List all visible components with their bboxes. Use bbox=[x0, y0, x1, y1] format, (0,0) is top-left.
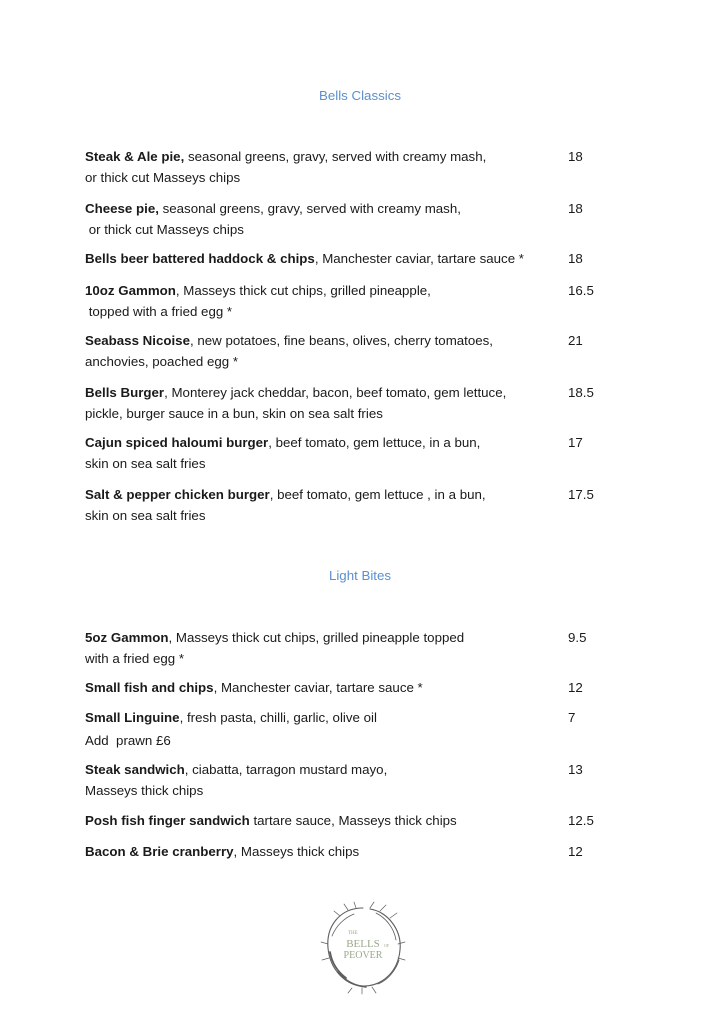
logo-text-peover: PEOVER bbox=[343, 950, 383, 961]
item-description: , Masseys thick cut chips, grilled pineapple, bbox=[175, 283, 431, 298]
item-description: or thick cut Masseys chips bbox=[85, 169, 241, 185]
logo-text-of: OF bbox=[384, 943, 390, 948]
item-description: skin on sea salt fries bbox=[85, 455, 206, 471]
item-price: 13 bbox=[568, 762, 583, 777]
item-name: Posh fish finger sandwich bbox=[85, 813, 250, 828]
item-name: 10oz Gammon bbox=[85, 283, 176, 298]
item-name: Small fish and chips bbox=[85, 680, 214, 695]
item-description: , new potatoes, fine beans, olives, cherry tomatoes, bbox=[189, 333, 494, 348]
section-title-bells-classics: Bells Classics bbox=[318, 88, 401, 103]
item-name: Bacon & Brie cranberry bbox=[85, 844, 234, 859]
item-price: 9.5 bbox=[568, 630, 587, 645]
item-description: , Masseys thick cut chips, grilled pineapple topped bbox=[168, 630, 465, 645]
item-price: 17.5 bbox=[568, 487, 594, 502]
logo-text-bells: BELLS bbox=[346, 938, 380, 950]
section-title-light-bites: Light Bites bbox=[328, 568, 392, 583]
item-description: , beef tomato, gem lettuce , in a bun, bbox=[269, 487, 486, 502]
bells-of-peover-logo bbox=[318, 900, 408, 995]
item-name: Steak & Ale pie, bbox=[85, 149, 185, 164]
item-name: 5oz Gammon bbox=[85, 630, 169, 645]
item-name: Salt & pepper chicken burger bbox=[85, 487, 270, 502]
item-name: Cajun spiced haloumi burger bbox=[85, 435, 269, 450]
item-price: 12.5 bbox=[568, 813, 594, 828]
item-description: , Monterey jack cheddar, bacon, beef tomato, gem lettuce, bbox=[164, 385, 507, 400]
item-name: Bells Burger bbox=[85, 385, 165, 400]
item-price: 12 bbox=[568, 680, 583, 695]
item-description: , ciabatta, tarragon mustard mayo, bbox=[184, 762, 388, 777]
item-description: , fresh pasta, chilli, garlic, olive oil bbox=[179, 710, 377, 725]
item-price: 17 bbox=[568, 435, 583, 450]
logo-text-the: THE bbox=[348, 931, 358, 936]
item-price: 18 bbox=[568, 201, 583, 216]
item-description: tartare sauce, Masseys thick chips bbox=[249, 813, 457, 828]
item-description: , beef tomato, gem lettuce, in a bun, bbox=[268, 435, 481, 450]
item-description: seasonal greens, gravy, served with creamy mash, bbox=[184, 149, 487, 164]
item-addon: Add prawn £6 bbox=[85, 732, 171, 748]
item-name: Steak sandwich bbox=[85, 762, 185, 777]
item-description: anchovies, poached egg * bbox=[85, 353, 239, 369]
item-name: Cheese pie, bbox=[85, 201, 159, 216]
item-name: Bells beer battered haddock & chips bbox=[85, 251, 315, 266]
item-price: 12 bbox=[568, 844, 583, 859]
item-description: topped with a fried egg * bbox=[85, 303, 233, 319]
item-price: 18.5 bbox=[568, 385, 594, 400]
item-name: Small Linguine bbox=[85, 710, 180, 725]
item-description: , Manchester caviar, tartare sauce * bbox=[213, 680, 423, 695]
item-name: Seabass Nicoise bbox=[85, 333, 190, 348]
item-price: 18 bbox=[568, 149, 583, 164]
item-description: , Manchester caviar, tartare sauce * bbox=[314, 251, 524, 266]
item-description: with a fried egg * bbox=[85, 650, 185, 666]
item-description: or thick cut Masseys chips bbox=[85, 221, 244, 237]
item-price: 21 bbox=[568, 333, 583, 348]
item-description: Masseys thick chips bbox=[85, 782, 204, 798]
item-description: seasonal greens, gravy, served with creamy mash, bbox=[158, 201, 461, 216]
item-description: , Masseys thick chips bbox=[233, 844, 360, 859]
item-price: 18 bbox=[568, 251, 583, 266]
item-price: 16.5 bbox=[568, 283, 594, 298]
item-description: skin on sea salt fries bbox=[85, 507, 206, 523]
item-description: pickle, burger sauce in a bun, skin on sea salt fries bbox=[85, 405, 383, 421]
item-price: 7 bbox=[568, 710, 576, 725]
